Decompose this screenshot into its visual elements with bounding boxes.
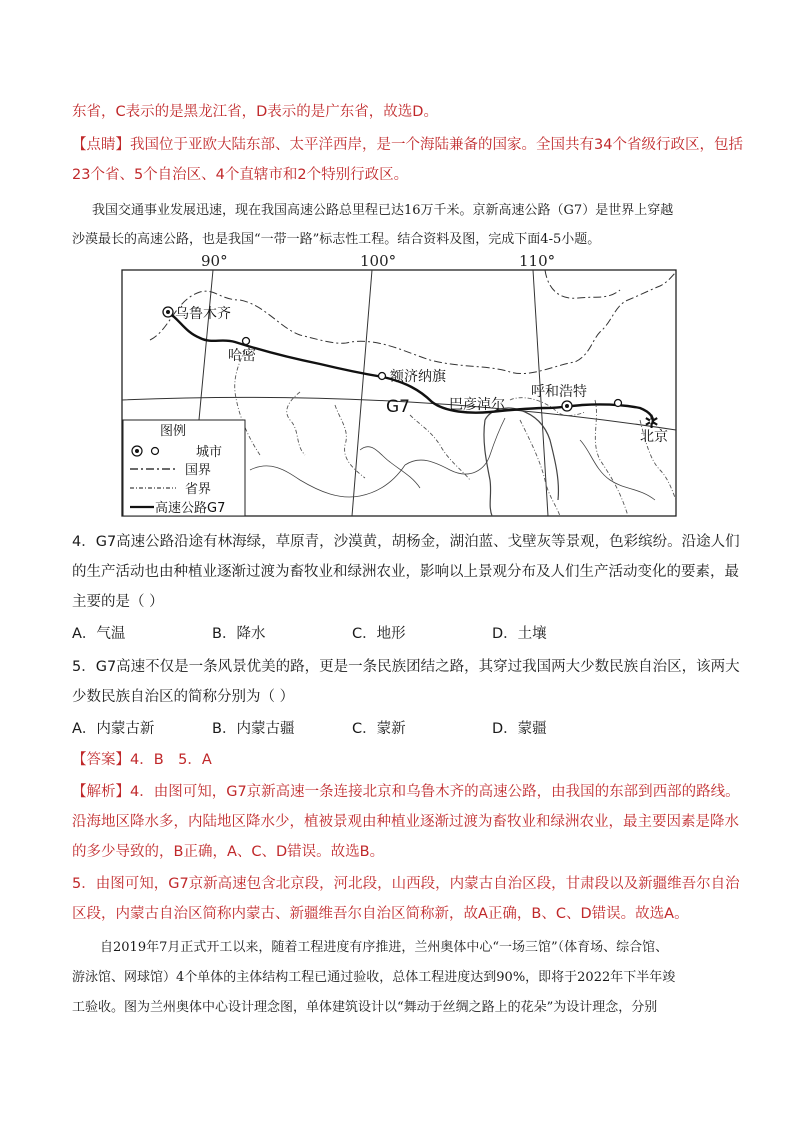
answer-text: 4．B 5．A (130, 752, 212, 768)
city-marker-ejina (379, 373, 386, 380)
dianjing-text-1: 我国位于亚欧大陆东部、太平洋西岸，是一个海陆兼备的国家。全国共有34个省级行政区，包括 (130, 137, 743, 153)
legend-title: 图例 (160, 424, 187, 439)
passage1-line-2: 沙漠最长的高速公路，也是我国“一带一路”标志性工程。结合资料及图，完成下面4-5小题。 (72, 232, 601, 247)
q4-option-b[interactable]: B．降水 (212, 626, 266, 642)
city-marker-urumqi-dot (166, 310, 170, 314)
dianjing-line-2: 23个省、5个自治区、4个直辖市和2个特别行政区。 (72, 167, 409, 183)
national-border-north (545, 270, 620, 298)
river-line (250, 465, 405, 497)
label-hami: 哈密 (228, 348, 256, 364)
intro-line-1: 东省，C表示的是黑龙江省，D表示的是广东省，故选D。 (72, 104, 438, 120)
label-urumqi: 乌鲁木齐 (175, 306, 231, 322)
answer-line (72, 748, 212, 769)
q5-option-b[interactable]: B．内蒙古疆 (212, 721, 295, 737)
dianjing-tag: 【点睛】 (72, 137, 130, 153)
analysis-line-3: 的多少导致的，B正确，A、C、D错误。故选B。 (72, 844, 385, 860)
analysis-line-2: 沿海地区降水多，内陆地区降水少，植被景观由种植业逐渐过渡为畜牧业和绿洲农业，最主要因素是降水 (72, 814, 739, 830)
yellow-river (484, 420, 492, 516)
analysis-tag: 【解析】 (72, 784, 130, 800)
province-border (410, 415, 470, 480)
q5-option-d[interactable]: D．蒙疆 (492, 721, 547, 737)
legend-item-highway: 高速公路G7 (155, 501, 226, 516)
city-marker-hami (243, 338, 250, 345)
legend-item-province-border: 省界 (185, 482, 212, 497)
passage2-line-3: 工验收。图为兰州奥体中心设计理念图，单体建筑设计以“舞动于丝绸之路上的花朵”为设计理念，分别 (72, 1000, 658, 1015)
q5-option-a[interactable]: A．内蒙古新 (72, 721, 155, 737)
q4-line-1: 4．G7高速公路沿途有林海绿，草原青，沙漠黄，胡杨金，湖泊蓝、戈壁灰等景观，色彩缤纷。沿途人们 (72, 534, 740, 550)
province-border (287, 392, 305, 455)
legend-capital-icon-dot (135, 449, 139, 453)
label-g7-route: G7 (386, 397, 410, 417)
terrain-line (580, 440, 655, 500)
province-border (595, 400, 628, 516)
g7-highway-route (168, 312, 653, 424)
q4-line-3: 主要的是（ ） (72, 594, 164, 610)
meridian-100 (352, 270, 372, 516)
q5-line-1: 5．G7高速不仅是一条风景优美的路，更是一条民族团结之路，其穿过我国两大少数民族自治区，该两大 (72, 659, 740, 675)
city-marker-extra (615, 400, 622, 407)
river-line (405, 418, 505, 474)
longitude-label-110: 110° (519, 252, 556, 270)
analysis-line-1 (72, 780, 740, 801)
label-ejina: 额济纳旗 (390, 369, 446, 385)
label-beijing: 北京 (640, 429, 668, 445)
legend-item-city: 城市 (196, 445, 223, 460)
city-marker-hohhot-dot (565, 404, 569, 408)
analysis-line-4: 5．由图可知，G7京新高速包含北京段，河北段，山西段，内蒙古自治区段，甘肃段以及新疆维吾尔自治 (72, 876, 740, 892)
yellow-river (485, 408, 558, 500)
label-hohhot: 呼和浩特 (531, 384, 587, 400)
label-bayannur: 巴彦淖尔 (449, 397, 505, 413)
longitude-label-100: 100° (360, 252, 397, 270)
q4-option-d[interactable]: D．土壤 (492, 626, 547, 642)
passage1-line-1: 我国交通事业发展迅速，现在我国高速公路总里程已达16万千米。京新高速公路（G7）是世界上穿越 (92, 203, 674, 218)
analysis-line-5: 区段，内蒙古自治区简称内蒙古、新疆维吾尔自治区简称新，故A正确，B、C、D错误。故选A。 (72, 906, 689, 922)
q4-option-c[interactable]: C．地形 (352, 626, 406, 642)
beijing-star-icon: ✲ (644, 412, 660, 433)
q4-line-2: 的生产活动也由种植业逐渐过渡为畜牧业和绿洲农业，影响以上景观分布及人们生产活动变化的要素，最 (72, 564, 739, 580)
longitude-label-90: 90° (201, 252, 228, 270)
passage2-line-1: 自2019年7月正式开工以来，随着工程进度有序推进，兰州奥体中心“一场三馆”（体育场、综合馆、 (100, 940, 669, 955)
q5-option-c[interactable]: C．蒙新 (352, 721, 406, 737)
legend-item-national-border: 国界 (185, 463, 212, 478)
province-border (520, 420, 560, 516)
passage2-line-2: 游泳馆、网球馆）4个单体的主体结构工程已通过验收，总体工程进度达到90%，即将于2022年下半年竣 (72, 970, 676, 985)
answer-tag: 【答案】 (72, 752, 130, 768)
q4-option-a[interactable]: A．气温 (72, 626, 126, 642)
legend-city-icon (152, 448, 159, 455)
q5-line-2: 少数民族自治区的简称分别为（ ） (72, 689, 295, 705)
analysis-text-1: 4．由图可知，G7京新高速一条连接北京和乌鲁木齐的高速公路，由我国的东部到西部的路线。 (130, 784, 740, 800)
